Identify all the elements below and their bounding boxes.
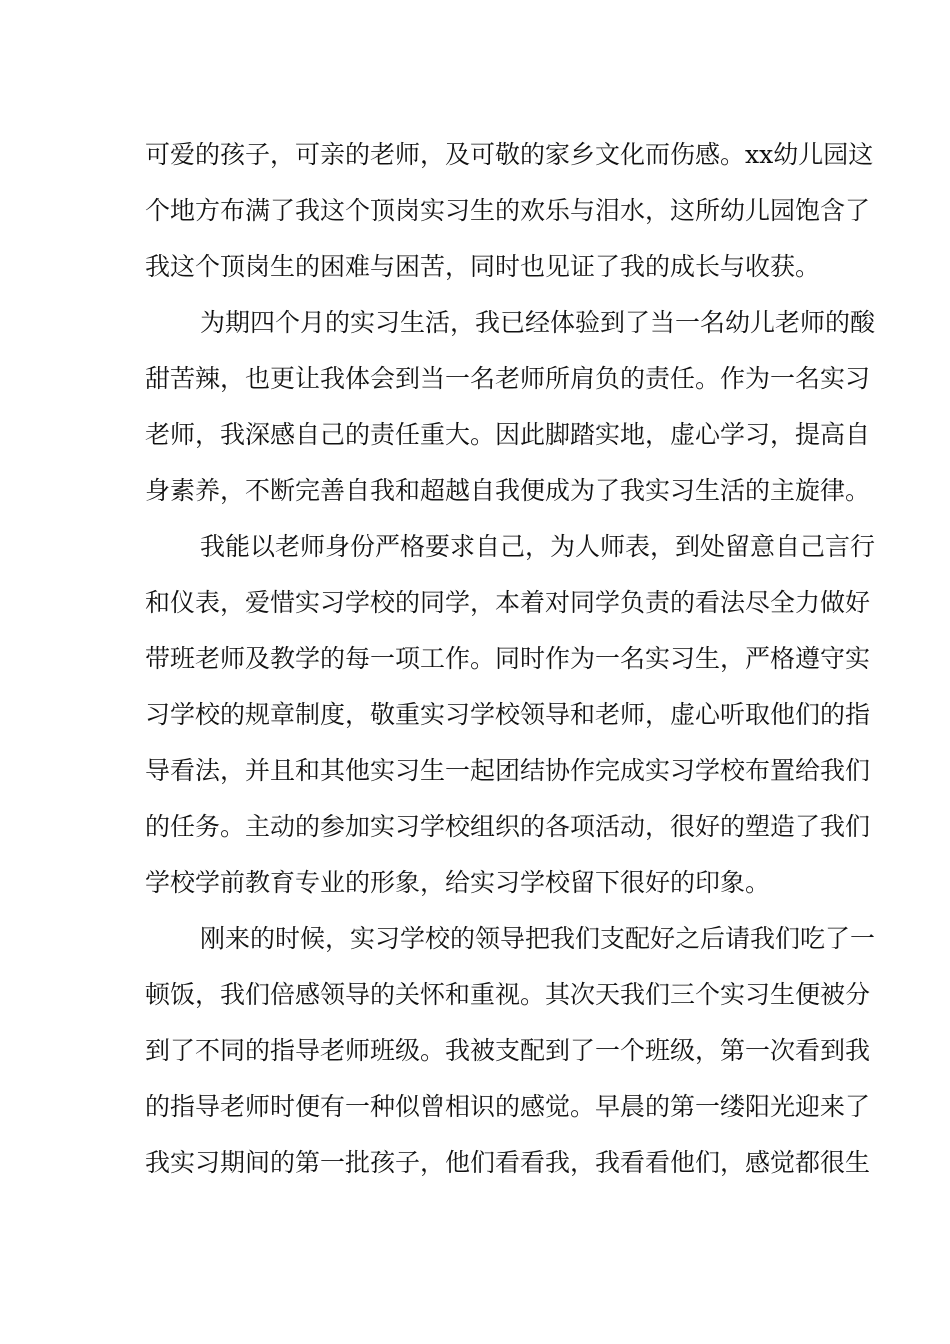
text-line-7: 身素养，不断完善自我和超越自我便成为了我实习生活的主旋律。 xyxy=(145,476,871,505)
text-line-2: 个地方布满了我这个顶岗实习生的欢乐与泪水，这所幼儿园饱含了 xyxy=(145,196,871,225)
text-line-8: 我能以老师身份严格要求自己，为人师表，到处留意自己言行 xyxy=(200,532,876,561)
text-line-6: 老师，我深感自己的责任重大。因此脚踏实地，虚心学习，提高自 xyxy=(145,420,871,449)
text-line-14: 学校学前教育专业的形象，给实习学校留下很好的印象。 xyxy=(145,868,771,897)
text-line-19: 我实习期间的第一批孩子，他们看看我，我看看他们，感觉都很生 xyxy=(145,1148,871,1177)
text-line-16: 顿饭，我们倍感领导的关怀和重视。其次天我们三个实习生便被分 xyxy=(145,980,871,1009)
text-line-3: 我这个顶岗生的困难与困苦，同时也见证了我的成长与收获。 xyxy=(145,252,821,281)
text-line-15: 刚来的时候，实习学校的领导把我们支配好之后请我们吃了一 xyxy=(200,924,876,953)
text-line-1: 可爱的孩子，可亲的老师，及可敬的家乡文化而伤感。xx幼儿园这 xyxy=(145,140,874,169)
text-line-13: 的任务。主动的参加实习学校组织的各项活动，很好的塑造了我们 xyxy=(145,812,871,841)
text-line-12: 导看法，并且和其他实习生一起团结协作完成实习学校布置给我们 xyxy=(145,756,871,785)
text-line-18: 的指导老师时便有一种似曾相识的感觉。早晨的第一缕阳光迎来了 xyxy=(145,1092,871,1121)
text-line-9: 和仪表，爱惜实习学校的同学，本着对同学负责的看法尽全力做好 xyxy=(145,588,871,617)
text-line-5: 甜苦辣，也更让我体会到当一名老师所肩负的责任。作为一名实习 xyxy=(145,364,871,393)
text-line-11: 习学校的规章制度，敬重实习学校领导和老师，虚心听取他们的指 xyxy=(145,700,871,729)
text-line-10: 带班老师及教学的每一项工作。同时作为一名实习生，严格遵守实 xyxy=(145,644,871,673)
text-line-4: 为期四个月的实习生活，我已经体验到了当一名幼儿老师的酸 xyxy=(200,308,876,337)
text-line-17: 到了不同的指导老师班级。我被支配到了一个班级，第一次看到我 xyxy=(145,1036,871,1065)
